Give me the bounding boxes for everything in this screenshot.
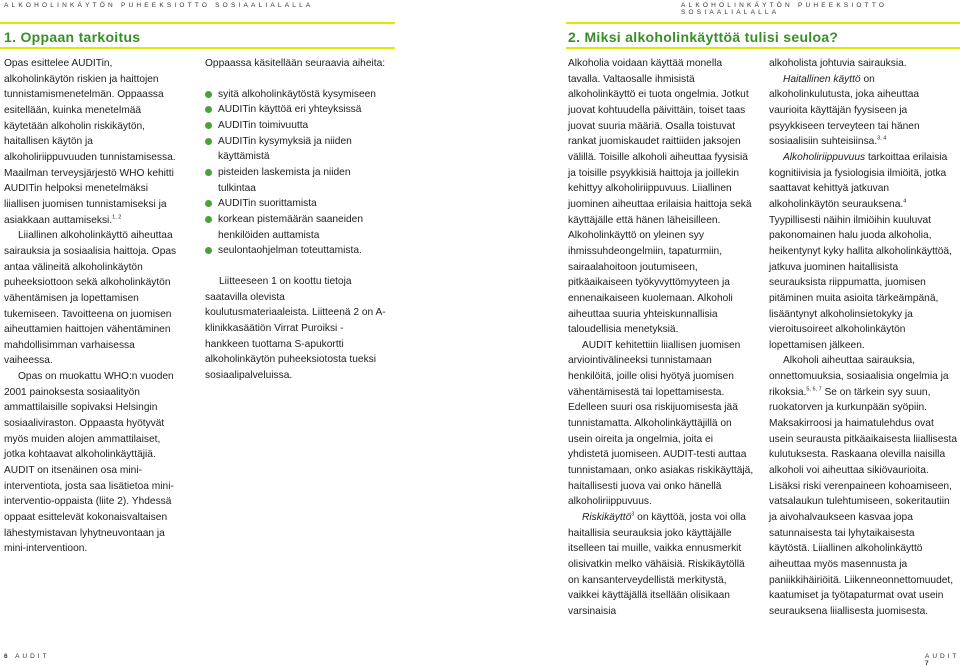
running-header-left: ALKOHOLINKÄYTÖN PUHEEKSIOTTO SOSIAALIALALLA [4,2,314,9]
bullet-icon [205,247,212,254]
bullet-icon [205,138,212,145]
list-item: syitä alkoholinkäytöstä kysymiseen [205,87,387,103]
paragraph: AUDIT kehitettiin liiallisen juomisen arviointivälineeksi tunnistamaan henkilöitä, joille olisi hyötyä juomisen vähentämisestä tai lopettamisesta. Edelleen suuri osa riskijuomisesta jää tunnistamatta. Alkoholinkäyttäjillä on usein oireita ja ongelmia, joita ei yhdistetä juomiseen. AUDIT-testi auttaa tunnistamaan, onko asiakas riskikäyttäjä, haitallisesti juova vai onko hänellä alkoholiriippuvuus. [568,339,754,508]
list-item: korkean pistemäärän saaneiden henkilöiden auttamista [205,212,387,243]
column-4 [769,56,957,620]
page-number-right: AUDIT 7 [925,653,960,667]
accent-rule-left [0,22,395,24]
column-1 [4,56,182,557]
list-item: AUDITin käyttöä eri yhteyksissä [205,102,387,118]
bullet-icon [205,169,212,176]
paragraph: Haitallinen käyttö on alkoholinkulutusta, joka aiheuttaa vaurioita käyttäjän fyysiseen ja psyykkiseen terveyteen tai hänen sosiaalisiin suhteisiinsa.$^{3, 4}$ [769,73,920,148]
running-header-right: ALKOHOLINKÄYTÖN PUHEEKSIOTTO SOSIAALIALALLA [681,2,888,16]
heading-rule-left [0,47,395,49]
accent-rule-right [566,22,960,24]
topic-list [205,87,387,259]
bullet-icon [205,106,212,113]
list-item: seulontaohjelman toteuttamista. [205,243,387,259]
paragraph: Alkoholi aiheuttaa sairauksia, onnettomuuksia, sosiaalisia ongelmia ja rikoksia.$^{5, 6, 7}$ Se on tärkein syy suun, ruokatorven ja kurkunpään syöpiin. Maksakirroosi ja haimatulehdus ovat usein seurausta pitkäaikaisesta liiallisesta kulutuksesta. Raskaana olevilla naisilla alkoholi voi aiheuttaa sikiövaurioita. Lisäksi riski verenpaineen kohoamiseen, vatsalaukun tulehtumiseen, sokeritautiin ja aivohalvaukseen kasvaa jopa satunnaisesta tai lyhytaikaisesta käytöstä. Liiallinen alkoholinkäyttö aiheuttaa myös masennusta ja paniikkihäiriöitä. Liikenneonnettomuudet, kaatumiset ja työtapaturmat ovat usein seurauksena liiallisesta juomisesta. [769,355,958,617]
paragraph: alkoholista johtuvia sairauksia. [769,58,907,69]
bullet-icon [205,122,212,129]
section-heading-2: 2. Miksi alkoholinkäyttöä tulisi seuloa? [568,29,839,45]
paragraph: Liiallinen alkoholinkäyttö aiheuttaa sairauksia ja sosiaalisia haittoja. Opas antaa välineitä alkoholinkäytön puheeksiottoon sekä alkoholinkäytön vähentämisen ja lopettamisen tukemiseen. Tavoitteena on juomisen aiheuttamien haittojen vähentäminen mahdollisimman varhaisessa vaiheessa. [4,230,177,367]
list-item: pisteiden laskemista ja niiden tulkintaa [205,165,387,196]
list-item: AUDITin toimivuutta [205,118,387,134]
list-intro: Oppaassa käsitellään seuraavia aiheita: [205,58,386,69]
paragraph: Opas esittelee AUDITin, alkoholinkäytön riskien ja haittojen tunnistamismenetelmän. Oppaassa esitellään, kuinka menetelmää käytetään alkoholin riskikäytön, haitallisen käytön ja alkoholiriippuvuuden tunnistamisessa. Maailman terveysjärjestö WHO kehitti AUDITin helpoksi menetelmäksi liiallisen juomisen tunnistamiseksi ja asiakkaan auttamiseksi.$^{1, 2}$ [4,58,176,226]
section-heading-1: 1. Oppaan tarkoitus [4,29,141,45]
bullet-icon [205,91,212,98]
column-2 [205,56,387,383]
list-item: AUDITin suorittamista [205,196,387,212]
paragraph: Liitteeseen 1 on koottu tietoja saatavilla olevista koulutusmateriaaleista. Liitteenä 2 on A-klinikkasäätiön Virrat Puroiksi -hankkeen tuottama S-apukortti alkoholinkäytön puheeksiotosta tueksi sosiaalipalveluissa. [205,275,386,381]
paragraph: Opas on muokattu WHO:n vuoden 2001 painoksesta sosiaalityön ammattilaisille sopivaksi Helsingin sosiaaliviraston. Oppaasta hyötyvät myös muiden alojen ammattilaiset, jotka kohtaavat alkoholinkäyttäjiä. AUDIT on itsenäinen osa mini-interventiota, josta saa lisätietoa mini-interventio-oppaista (liite 2). Yhdessä oppaat esittelevät kokonaisvaltaisen lähestymistavan lyhytneuvontaan ja mini-interventioon. [4,371,174,555]
paragraph: Riskikäyttö$^3$ on käyttöä, josta voi olla haitallisia seurauksia joko käyttäjälle itselleen tai muille, vaikka ennusmerkit olisivatkin melko vähäisiä. Riskikäytöllä on kansanterveydellistä merkitystä, vaikkei käyttäjällä itsellään olisikaan varsinaisia [568,511,746,617]
bullet-icon [205,216,212,223]
heading-rule-right [566,47,960,49]
paragraph: Alkoholia voidaan käyttää monella tavalla. Valtaosalle ihmisistä alkoholinkäyttö ei tuota ongelmia. Jotkut juovat kohtuudella päivittäin, toiset taas juovat suuria määriä. Osalla toistuvat rankat juomiskaudet raittiiden jaksojen välillä. Toisille alkoholi aiheuttaa fyysisiä ja toisille psyykkisiä haittoja ja joillekin kehittyy alkoholiriippuvuus. Liiallinen juominen aiheuttaa erilaisia haittoja sekä käyttäjälle että hänen läheisilleen. Alkoholinkäyttö on yleinen syy ihmissuhdeongelmiin, tapaturmiin, sairaalahoitoon joutumiseen, pitkäaikaiseen työkyvyttömyyteen ja ennenaikaiseen kuolemaan. Alkoholi aiheuttaa suuria yhteiskunnallisia taloudellisia menetyksiä. [568,58,752,336]
paragraph: Alkoholiriippuvuus tarkoittaa erilaisia kognitiivisia ja fysiologisia ilmiöitä, jotka saattavat kehittyä jatkuvan alkoholinkäytön seurauksena.$^4$ Tyypillisesti näihin ilmiöihin kuuluvat pakonomainen halu juoda alkoholia, heikentynyt kyky hallita alkoholinkäyttöä, jatkuva juominen haitallisista seurauksista riippumatta, juomisen pitäminen muita asioita tärkeämpänä, lisääntynyt alkoholinsietokyky ja vieroitusoireet alkoholinkäytön lopettamisen jälkeen. [769,151,952,351]
page-number-left: 6 AUDIT [4,653,50,660]
column-3 [568,56,754,620]
bullet-icon [205,200,212,207]
list-item: AUDITin kysymyksiä ja niiden käyttämistä [205,134,387,165]
